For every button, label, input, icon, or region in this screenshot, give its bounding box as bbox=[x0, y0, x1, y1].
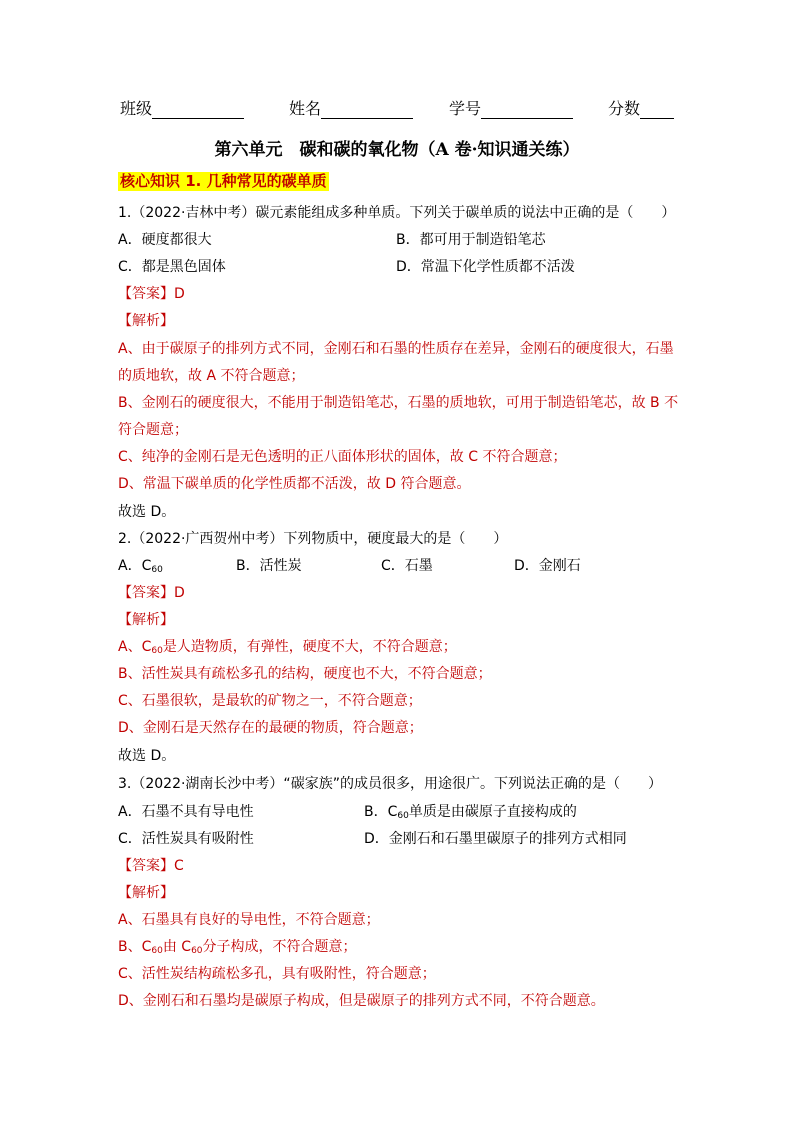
q1-analysis-line: C、纯净的金刚石是无色透明的正八面体形状的固体，故 C 不符合题意； bbox=[118, 449, 567, 465]
q1-answer: 【答案】D bbox=[118, 286, 185, 302]
score-field bbox=[608, 99, 674, 119]
id-field bbox=[449, 99, 573, 119]
q3-analysis-line-d: D、金刚石和石墨均是碳原子构成，但是碳原子的排列方式不同，不符合题意。 bbox=[118, 993, 605, 1009]
q3-analysis-line-b: B、$C_{60}$由 $C_{60}$分子构成，不符合题意； bbox=[118, 939, 357, 956]
q3-option-d: D．金刚石和石墨里碳原子的排列方式相同 bbox=[364, 831, 627, 847]
name-label: 姓名 bbox=[289, 99, 322, 118]
section-heading: 核心知识 1. 几种常见的碳单质 bbox=[120, 172, 327, 190]
q2-answer: 【答案】D bbox=[118, 585, 185, 601]
q3-answer: 【答案】C bbox=[118, 858, 184, 874]
q3-analysis-line-c: C、活性炭结构疏松多孔，具有吸附性，符合题意； bbox=[118, 966, 436, 982]
q2-analysis-line-a: A、$C_{60}$是人造物质，有弹性，硬度不大，不符合题意； bbox=[118, 639, 457, 656]
q3-stem: 3.（2022·湖南长沙中考）“碳家族”的成员很多，用途很广。下列说法正确的是（ ） bbox=[118, 776, 662, 792]
q2-stem: 2.（2022·广西贺州中考）下列物质中，硬度最大的是（ ） bbox=[118, 531, 508, 547]
id-blank[interactable] bbox=[481, 102, 573, 119]
q1-conclusion: 故选 D。 bbox=[118, 504, 176, 520]
page-title: 第六单元 碳和碳的氧化物（A 卷·知识通关练） bbox=[214, 140, 580, 160]
class-label: 班级 bbox=[120, 99, 153, 118]
q3-option-c: C．活性炭具有吸附性 bbox=[118, 831, 254, 847]
q3-analysis-label: 【解析】 bbox=[118, 885, 174, 901]
q2-conclusion: 故选 D。 bbox=[118, 748, 176, 764]
id-label: 学号 bbox=[449, 99, 482, 118]
q2-option-d: D．金刚石 bbox=[514, 558, 581, 574]
q1-option-c: C．都是黑色固体 bbox=[118, 259, 226, 275]
q1-analysis-line: B、金刚石的硬度很大，不能用于制造铅笔芯，石墨的质地软，可用于制造铅笔芯，故 B 不 bbox=[118, 395, 679, 411]
q2-analysis-line-b: B、活性炭具有疏松多孔的结构，硬度也不大，不符合题意； bbox=[118, 666, 492, 682]
q3-analysis-line-a: A、石墨具有良好的导电性，不符合题意； bbox=[118, 912, 380, 928]
q2-option-b: B．活性炭 bbox=[236, 558, 302, 574]
q1-analysis-line: D、常温下碳单质的化学性质都不活泼，故 D 符合题意。 bbox=[118, 476, 471, 492]
name-field bbox=[289, 99, 413, 119]
class-blank[interactable] bbox=[152, 102, 244, 119]
q1-option-b: B．都可用于制造铅笔芯 bbox=[396, 232, 546, 248]
q2-analysis-label: 【解析】 bbox=[118, 612, 174, 628]
name-blank[interactable] bbox=[321, 102, 413, 119]
q2-analysis-line-d: D、金刚石是天然存在的最硬的物质，符合题意； bbox=[118, 720, 423, 736]
q2-option-a: A．$C_{60}$ bbox=[118, 558, 163, 575]
q2-option-c: C．石墨 bbox=[381, 558, 433, 574]
q1-option-d: D．常温下化学性质都不活泼 bbox=[396, 259, 575, 275]
q1-option-a: A．硬度都很大 bbox=[118, 232, 212, 248]
q2-analysis-line-c: C、石墨很软，是最软的矿物之一，不符合题意； bbox=[118, 693, 422, 709]
q1-analysis-line: A、由于碳原子的排列方式不同，金刚石和石墨的性质存在差异，金刚石的硬度很大，石墨 bbox=[118, 341, 674, 357]
score-blank[interactable] bbox=[640, 102, 674, 119]
score-label: 分数 bbox=[608, 99, 641, 118]
q3-option-b: B．$C_{60}$单质是由碳原子直接构成的 bbox=[364, 804, 577, 821]
q1-analysis-line: 符合题意； bbox=[118, 422, 188, 438]
q1-stem: 1.（2022·吉林中考）碳元素能组成多种单质。下列关于碳单质的说法中正确的是（ ） bbox=[118, 205, 676, 221]
q1-analysis-label: 【解析】 bbox=[118, 313, 174, 329]
q3-option-a: A．石墨不具有导电性 bbox=[118, 804, 254, 820]
q1-analysis-line: 的质地软，故 A 不符合题意； bbox=[118, 368, 305, 384]
class-field bbox=[120, 99, 244, 119]
